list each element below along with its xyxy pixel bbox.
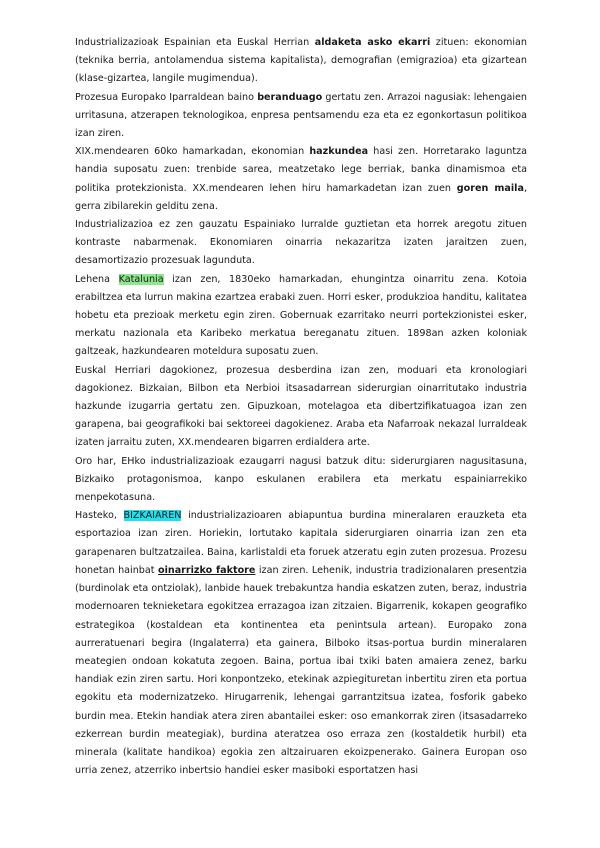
text-run: Prozesua Europako Iparraldean baino	[75, 91, 258, 103]
text-run: Euskal Herriari dagokionez, prozesua desberdina izan zen, moduari eta kronologiari dagokionez. Bizkaian, Bilbon eta Nerbioi itsasadarrean siderurgian oinarritutako industria hazkunde izugarria gertatu zen. Gipuzkoan, motelagoa eta dibertzifikatuagoa izan zen garapena, bai geografikoki bai sektoreei dagokienez. Araba eta Nafarroak nekazal lurraldeak izaten jarraitu zuten, XX.mendearen bigarren erdialdera arte.	[75, 364, 527, 449]
paragraph	[75, 453, 527, 508]
bold-text: goren maila	[456, 182, 524, 194]
highlighted-text: Katalunia	[118, 273, 164, 285]
paragraph	[75, 271, 527, 362]
text-run: Hasteko,	[75, 510, 124, 522]
text-run: Industrializazioak Espainian eta Euskal Herrian	[75, 37, 315, 48]
highlighted-text: BIZKAIAREN	[123, 510, 182, 522]
text-run: Industrializazioa ez zen gauzatu Espainiako lurralde guztietan eta horrek aregotu zituen kontraste nabarmenak. Ekonomiaren oinarria nekazaritza izaten jaraitzen zuen, desamortizazio prozesuak lagunduta.	[75, 219, 527, 267]
text-run: izan ziren. Lehenik, industria tradizionalaren presentzia (burdinolak eta ontziolak), lanbide hauek trebakuntza handia eskatzen zuten, beraz, industria modernoaren teknieketara egokitzea errazagoa izan zitzaien. Bigarrenik, kokapen geografiko estrategikoa (kostaldean eta kontinentea eta penintsula artean). Europako zona aurreratuenari begira (Ingalaterra) eta gainera, Bilboko itsas-portua burdin mineralaren meategien ondoan kokatuta zegoen. Baina, portua ibai txiki baten amaiera zenez, barku handiak ezin ziren sartu. Hori konpontzeko, etekinak azpiegituretan inbertitu ziren eta portua egokitu eta modernizatzeko. Hirugarrenik, lehengai garrantzitsua izatea, fosforik gabeko burdin mea. Etekin handiak atera ziren abantailei esker: oso emankorrak ziren (itsasadarreko ezkerrean burdin meategiak), burdina ateratzea oso erraza zen (kostaldetik hurbil) eta minerala (kalitate handikoa) egokia zen altzairuaren ekoizpenerako. Gainera Europan oso urria zenez, atzerriko inbertsio handiei esker masiboki esportatzen hasi	[75, 564, 527, 777]
text-run: hasi zen. Horretarako laguntza handia suposatu zuen: trenbide sarea, meatzetako lege berriak, banka dinamismoa eta politika protekzionista. XX.mendearen lehen hiru hamarkadetan izan zuen	[75, 146, 528, 194]
paragraph	[75, 507, 527, 780]
bold-text: hazkundea	[309, 146, 369, 158]
text-run: zituen: ekonomian (teknika berria, antolamendua sistema kapitalista), demografian (emigrazioa) eta gizartean (klase-gizartea, langile mugimendua).	[75, 37, 527, 85]
text-run: industrializazioaren abiapuntua burdina mineralaren erauzketa eta esportazioa izan ziren. Horiekin, lortutako kapitala siderurgiaren oinarria izan zen eta garapenaren bultzatzailea. Baina, karlistaldi eta foruek atzeratu egin zuten prozesua. Prozesu honetan hainbat	[75, 510, 527, 576]
bold-underlined-text: oinarrizko faktore	[158, 564, 256, 576]
document-page	[75, 34, 527, 780]
text-run: Oro har, EHko industrializazioak ezaugarri nagusi batzuk ditu: siderurgiaren nagusitasuna, Bizkaiko protagonismoa, kanpo eskulanen erabilera eta merkatu espainiarrekiko menpekotasuna.	[75, 455, 527, 504]
bold-text: beranduago	[257, 91, 323, 103]
text-run: gertatu zen. Arrazoi nagusiak: lehengaien urritasuna, atzerapen teknologikoa, enpresa pentsamendu eza eta ez egonkortasun politikoa izan ziren.	[75, 91, 527, 140]
paragraph	[75, 216, 527, 271]
paragraph	[75, 362, 527, 453]
text-run: Lehena	[75, 273, 119, 285]
text-run: XIX.mendearen 60ko hamarkadan, ekonomian	[75, 146, 310, 158]
paragraph	[75, 34, 527, 89]
paragraph	[75, 143, 527, 216]
paragraph	[75, 89, 527, 144]
text-run: izan zen, 1830eko hamarkadan, ehungintza oinarritu zena. Kotoia erabiltzea eta lurrun makina ezartzea erabaki zuen. Horri esker, produkzioa handitu, kalitatea hobetu eta prezioak merketu egin ziren. Gobernuak ezarritako neurri portekzionistei esker, merkatu nazionala eta Karibeko merkatua bereganatu zituen. 1898an azken koloniak galtzeak, hazkundearen moteldura suposatu zuen.	[75, 273, 527, 358]
bold-text: aldaketa asko ekarri	[314, 37, 431, 48]
text-run: , gerra zibilarekin gelditu zena.	[75, 182, 527, 212]
